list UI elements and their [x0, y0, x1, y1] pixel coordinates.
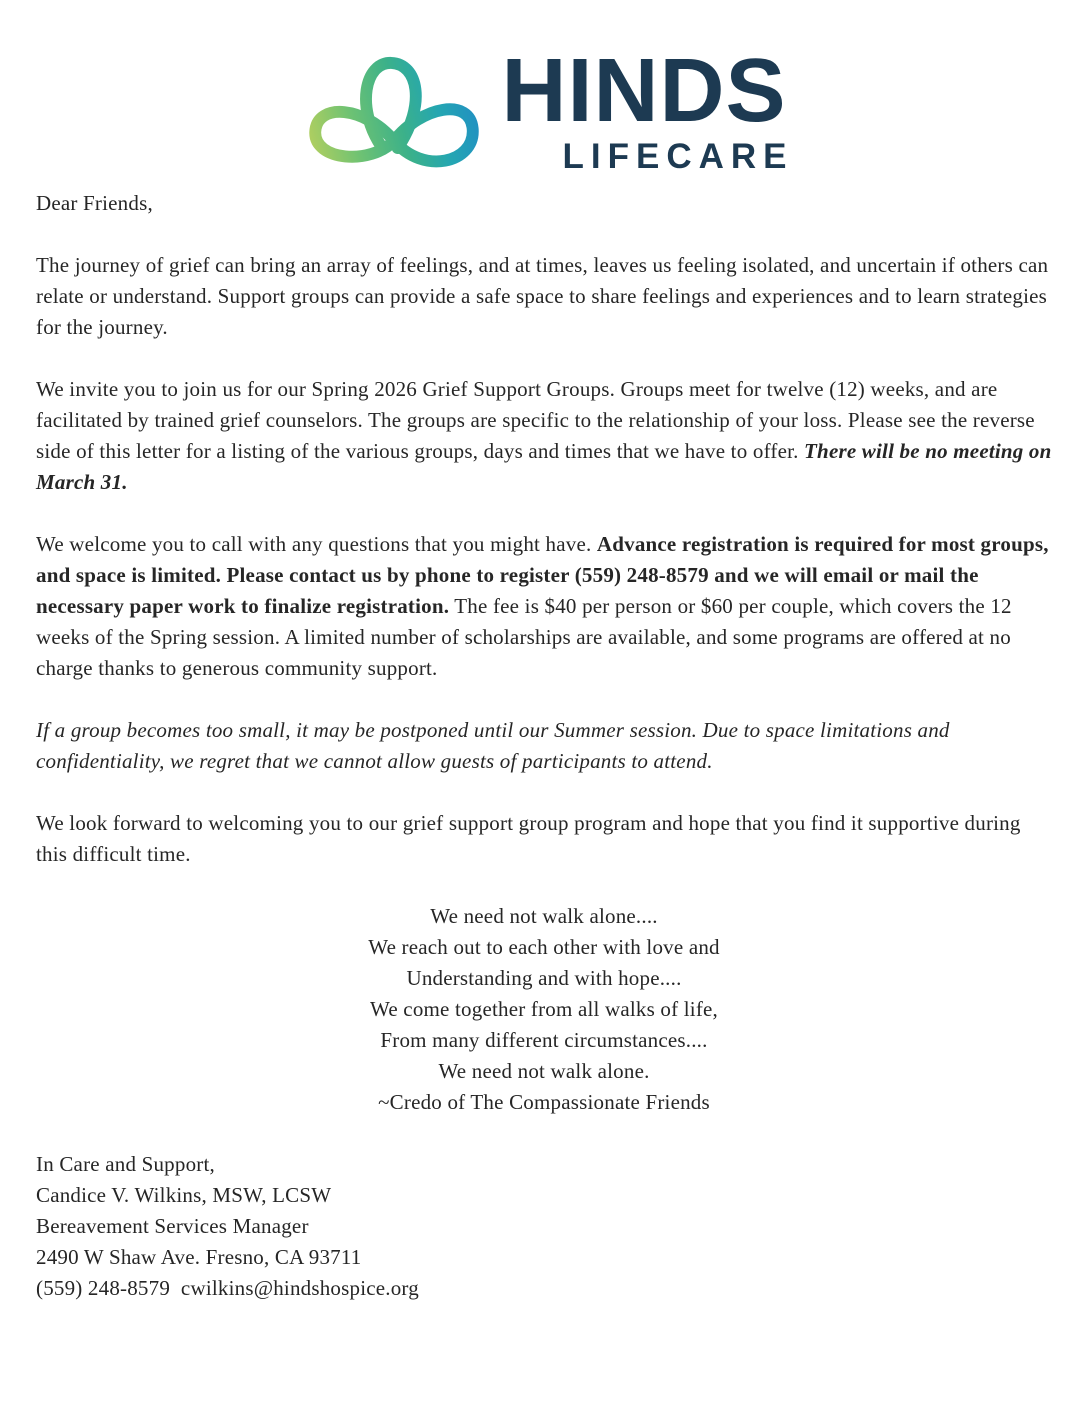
poem-line: Understanding and with hope....	[406, 966, 682, 990]
signature-closing: In Care and Support,	[36, 1152, 215, 1176]
paragraph-closing: We look forward to welcoming you to our grief support group program and hope that you find it supportive during this difficult time.	[36, 811, 1021, 866]
registration-fee-text: The fee is $40 per person or $60 per couple, which covers the 12 weeks of the Spring session. A limited number of scholarships are available, and some programs are offered at no charge thanks to generous community support.	[36, 594, 1012, 680]
letter-body	[0, 182, 1088, 1304]
poem-line: We need not walk alone.	[438, 1059, 650, 1083]
signature-address: 2490 W Shaw Ave. Fresno, CA 93711	[36, 1245, 362, 1269]
signature-title: Bereavement Services Manager	[36, 1214, 309, 1238]
brand-name: HINDS	[501, 41, 787, 142]
poem-line: From many different circumstances....	[380, 1028, 708, 1052]
registration-intro-text: We welcome you to call with any questions that you might have.	[36, 532, 597, 556]
paragraph-grief-journey: The journey of grief can bring an array of feelings, and at times, leaves us feeling isolated, and uncertain if others can relate or understand. Support groups can provide a safe space to share feelings and experiences and to learn strategies for the journey.	[36, 253, 1049, 339]
invitation-text: We invite you to join us for our Spring 2026 Grief Support Groups. Groups meet for twelve (12) weeks, and are facilitated by trained grief counselors. The groups are specific to the relationship of your loss. Please see the reverse side of this letter for a listing of the various groups, days and times that we have to offer.	[36, 377, 1035, 463]
compassionate-friends-credo	[36, 901, 1052, 1118]
poem-credit-line: ~Credo of The Compassionate Friends	[378, 1090, 710, 1114]
signature-phone-email: (559) 248-8579 cwilkins@hindshospice.org	[36, 1276, 419, 1300]
brand-wordmark	[501, 41, 794, 177]
no-meeting-notice: There will be no meeting on March 31.	[36, 439, 1052, 494]
poem-line: We reach out to each other with love and	[368, 935, 720, 959]
hinds-lifecare-logo	[0, 41, 1088, 182]
paragraph-postpone-note: If a group becomes too small, it may be postponed until our Summer session. Due to space limitations and confidentiality, we regret that we cannot allow guests of participants to attend.	[36, 718, 950, 773]
infinity-loops-logo-icon	[301, 51, 487, 181]
poem-line: We need not walk alone....	[430, 904, 658, 928]
paragraph-invitation	[36, 374, 1052, 498]
paragraph-registration	[36, 529, 1052, 684]
salutation: Dear Friends,	[36, 191, 153, 215]
signature-name: Candice V. Wilkins, MSW, LCSW	[36, 1183, 332, 1207]
signature-block	[36, 1149, 1052, 1304]
poem-line: We come together from all walks of life,	[369, 997, 719, 1021]
registration-required-text: Advance registration is required for most groups, and space is limited. Please contact us by phone to register (559) 248-8579 and we will email or mail the necessary paper work to finalize registration.	[36, 532, 1049, 618]
brand-subname: LIFECARE	[562, 136, 794, 176]
